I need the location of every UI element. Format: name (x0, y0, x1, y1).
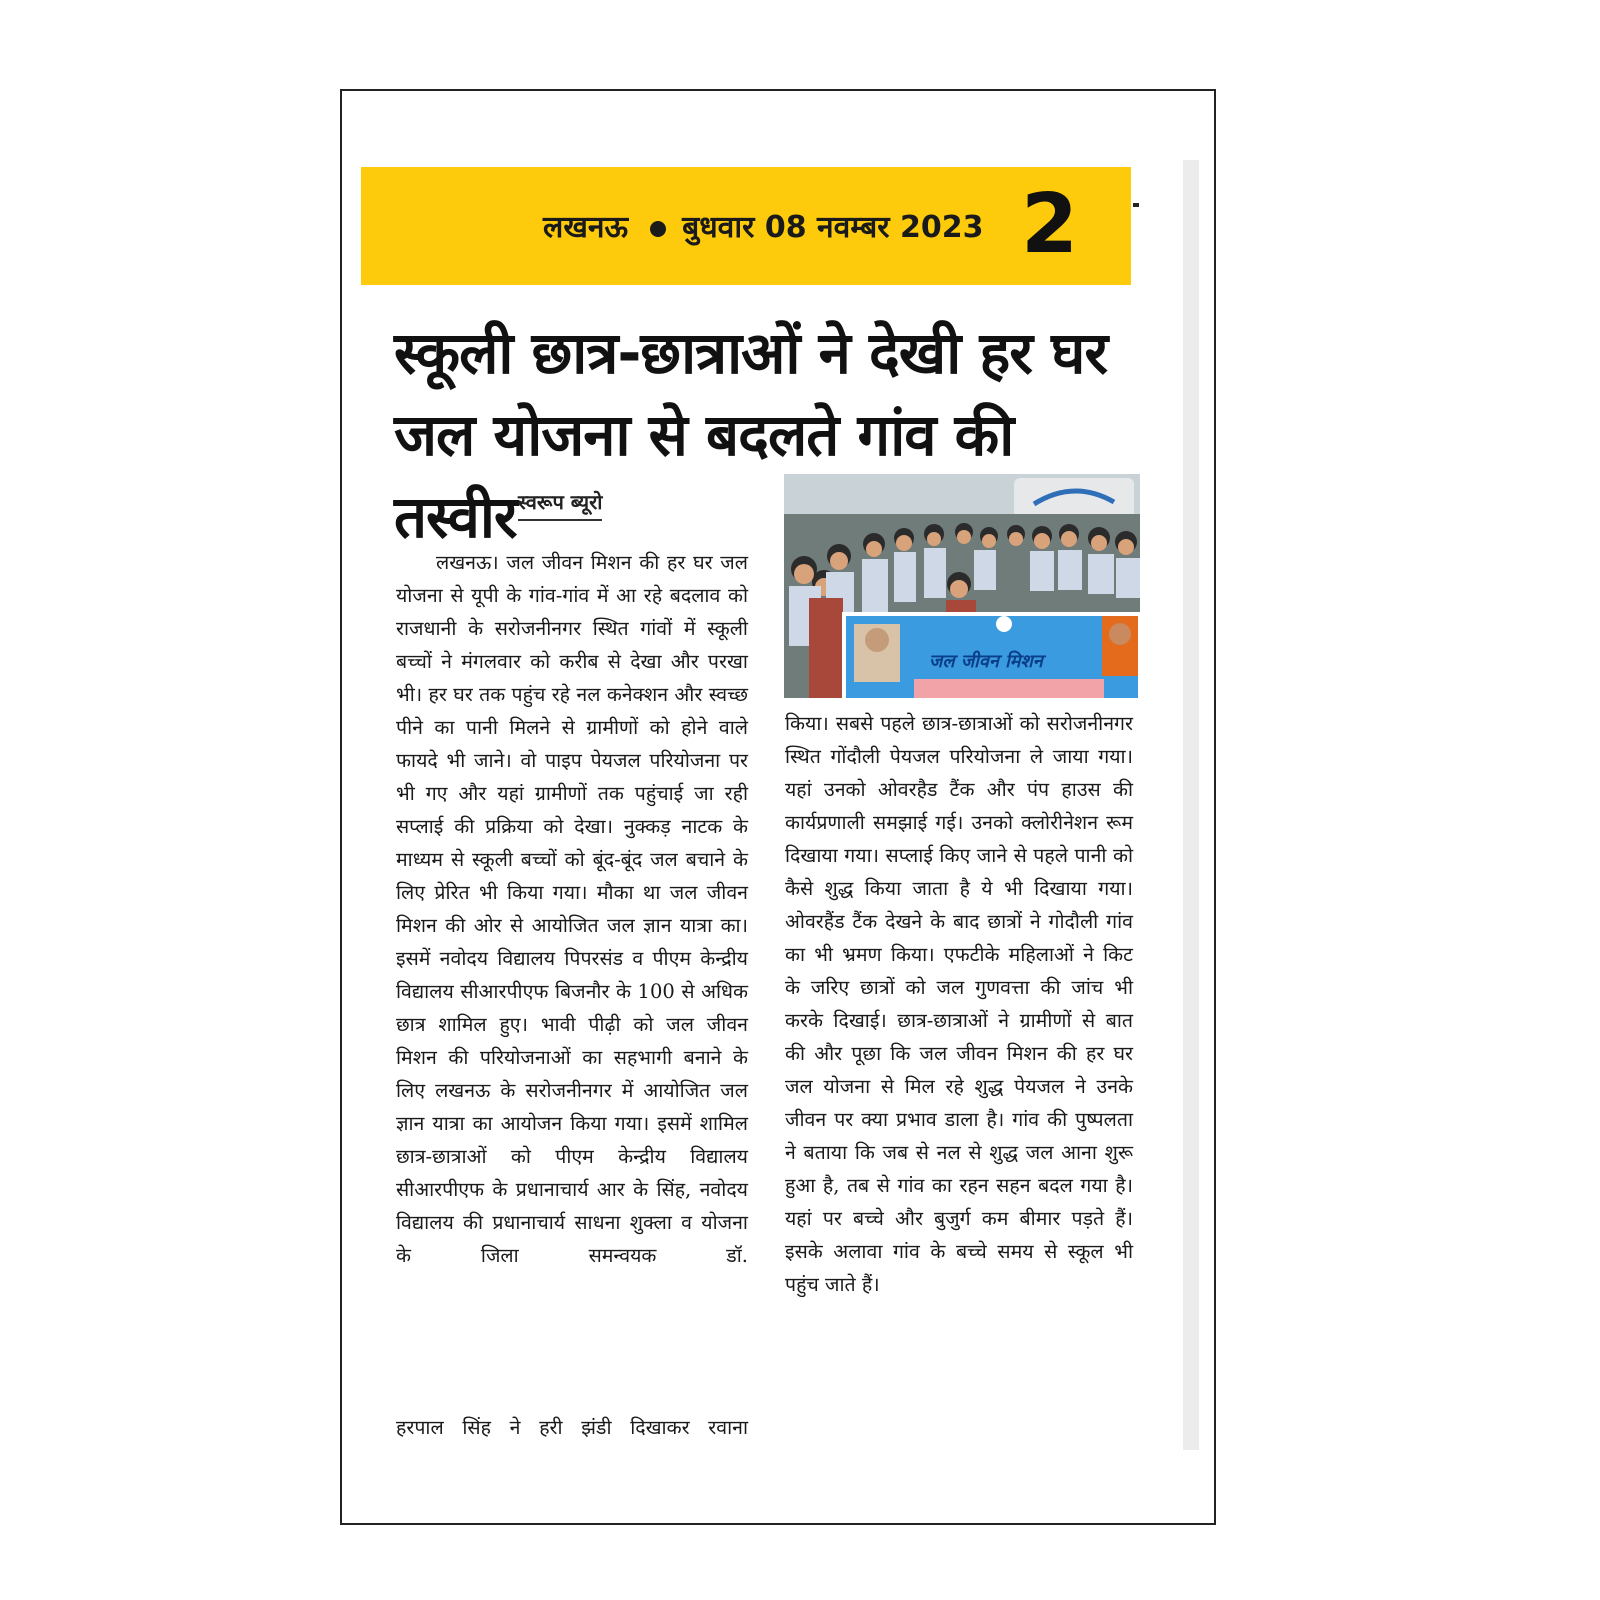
masthead-city: लखनऊ (543, 210, 629, 245)
banner-text: जल जीवन मिशन (929, 651, 1043, 672)
article-photo (784, 474, 1140, 698)
bullet-dot-icon (650, 221, 666, 237)
page-edge-strip (1183, 160, 1199, 1450)
page-number: 2 (1021, 177, 1079, 272)
headline-line-2: जल योजना से बदलते गांव की तस्वीर (394, 401, 1014, 551)
article-column-right: किया। सबसे पहले छात्र-छात्राओं को सरोजनीनगर स्थित गोंदौली पेयजल परियोजना ले जाया गया। यहां उनको ओवरहैड टैंक और पंप हाउस की कार्यप्रणाली समझाई गई। उनको क्लोरीनेशन रूम दिखाया गया। सप्लाई किए जाने से पहले पानी को कैसे शुद्ध किया जाता है ये भी दिखाया गया। ओवरहैंड टैंक देखने के बाद छात्रों ने गोदौली गांव का भी भ्रमण किया। एफटीके महिलाओं ने किट के जरिए छात्रों को जल गुणवत्ता की जांच भी करके दिखाई। छात्र-छात्राओं ने ग्रामीणों से बात की और पूछा कि जल जीवन मिशन की हर घर जल योजना से मिल रहे शुद्ध पेयजल ने उनके जीवन पर क्या प्रभाव डाला है। गांव की पुष्पलता ने बताया कि जब से नल से शुद्ध जल आना शुरू हुआ है, तब से गांव का रहन सहन बदल गया है। यहां पर बच्चे और बुजुर्ग कम बीमार पड़ते हैं। इसके अलावा गांव के बच्चे समय से स्कूल भी पहुंच जाते हैं। (785, 712, 1133, 1296)
article-byline: स्वरूप ब्यूरो (518, 488, 602, 521)
masthead-bar (361, 167, 1131, 285)
masthead-tick-mark (1133, 203, 1139, 207)
article-column-left-last-line: हरपाल सिंह ने हरी झंडी दिखाकर रवाना (396, 1416, 748, 1439)
masthead-dateline (543, 205, 983, 246)
headline-line-1: स्कूली छात्र-छात्राओं ने देखी हर घर (394, 319, 1108, 387)
masthead-date: बुधवार 08 नवम्बर 2023 (682, 210, 984, 245)
students-rally-photo (784, 474, 1140, 698)
article-column-left: लखनऊ। जल जीवन मिशन की हर घर जल योजना से यूपी के गांव-गांव में आ रहे बदलाव को राजधानी के सरोजनीनगर स्थित गांवों में स्कूली बच्चों ने मंगलवार को करीब से देखा और परखा भी। हर घर तक पहुंच रहे नल कनेक्शन और स्वच्छ पीने का पानी मिलने से ग्रामीणों को होने वाले फायदे भी जाने। वो पाइप पेयजल परियोजना पर भी गए और यहां ग्रामीणों तक पहुंचाई जा रही सप्लाई की प्रक्रिया को देखा। नुक्कड़ नाटक के माध्यम से स्कूली बच्चों को बूंद-बूंद जल बचाने के लिए प्रेरित भी किया गया। मौका था जल जीवन मिशन की ओर से आयोजित जल ज्ञान यात्रा का। इसमें नवोदय विद्यालय पिपरसंड व पीएम केन्द्रीय विद्यालय सीआरपीएफ बिजनौर के 100 से अधिक छात्र शामिल हुए। भावी पीढ़ी को जल जीवन मिशन की परियोजनाओं का सहभागी बनाने के लिए लखनऊ के सरोजनीनगर में आयोजित जल ज्ञान यात्रा का आयोजन किया गया। इसमें शामिल छात्र-छात्राओं को पीएम केन्द्रीय विद्यालय सीआरपीएफ के प्रधानाचार्य आर के सिंह, नवोदय विद्यालय की प्रधानाचार्य साधना शुक्ला व योजना के जिला समन्वयक डॉ. (396, 551, 748, 1267)
